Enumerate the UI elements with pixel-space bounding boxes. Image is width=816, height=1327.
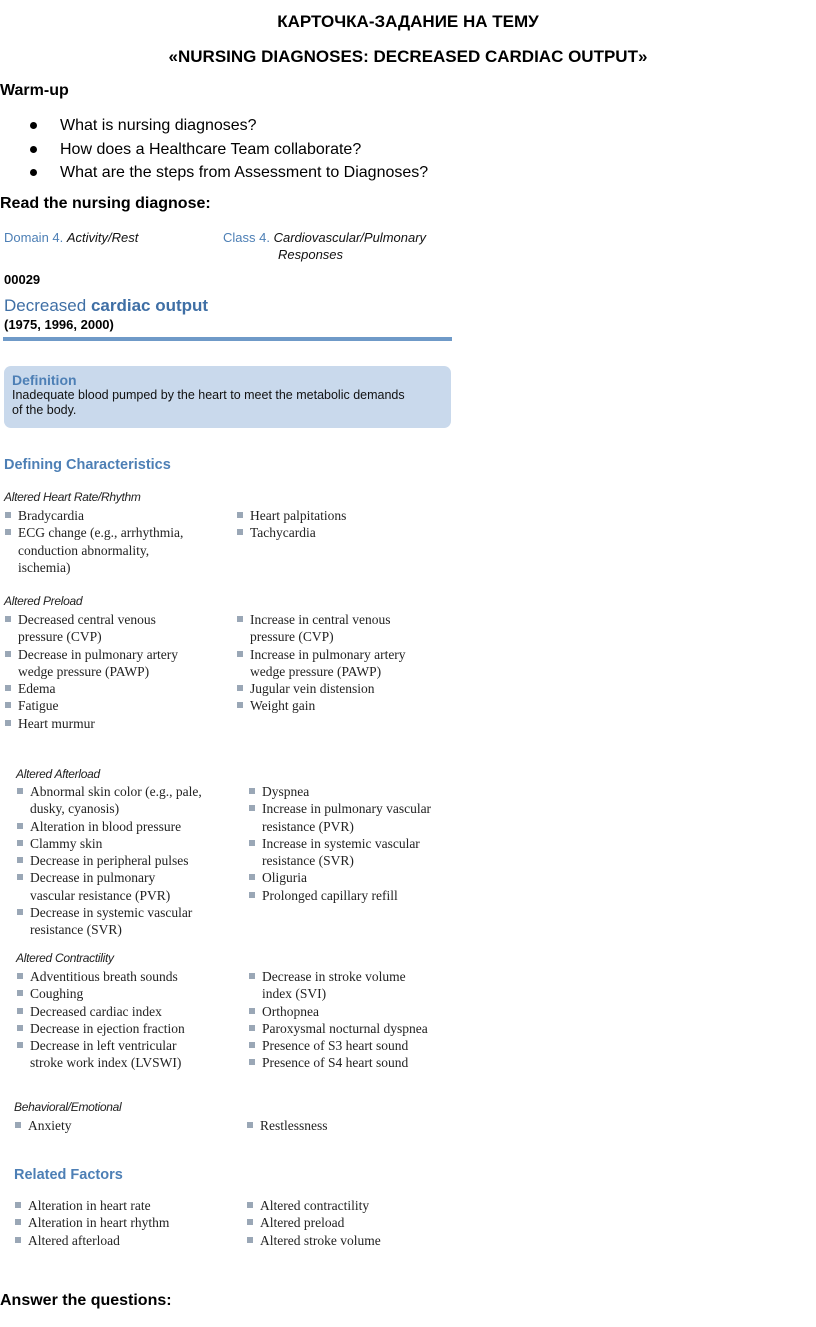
behavioral-right: [246, 1117, 328, 1134]
characteristic-text: Altered preload: [260, 1215, 345, 1231]
characteristic-text: Decrease in peripheral pulses: [30, 853, 189, 869]
card-title: КАРТОЧКА-ЗАДАНИЕ НА ТЕМУ: [277, 12, 539, 31]
characteristic-text: Decreased central venous: [18, 612, 156, 627]
characteristic-item: [16, 818, 202, 835]
related-factors-heading: Related Factors: [14, 1167, 123, 1183]
characteristic-item: [236, 507, 346, 524]
characteristic-item: [236, 524, 346, 541]
characteristic-item: [248, 800, 431, 835]
domain-label: Domain 4.: [4, 230, 64, 245]
characteristic-text: Increase in pulmonary vascular: [262, 801, 432, 817]
characteristic-text: Increase in systemic vascular: [262, 835, 420, 851]
characteristic-text: Restlessness: [260, 1118, 328, 1133]
characteristic-text: Decrease in pulmonary artery: [18, 646, 179, 662]
characteristic-item: [16, 968, 185, 985]
characteristic-text: Decrease in ejection fraction: [30, 1020, 185, 1036]
definition-heading: Definition: [12, 372, 77, 388]
characteristic-text: Bradycardia: [18, 508, 84, 523]
characteristic-text: conduction abnormality,: [18, 542, 150, 558]
characteristic-item: [248, 869, 431, 886]
characteristic-item: [236, 611, 406, 646]
characteristic-text: Decrease in systemic vascular: [30, 905, 193, 921]
definition-text-line: Inadequate blood pumped by the heart to meet the metabolic demands: [12, 388, 405, 402]
warmup-question: What are the steps from Assessment to Diagnoses?: [30, 161, 428, 185]
characteristic-text: Increase in central venous: [250, 612, 391, 627]
class-label: Class 4.: [223, 230, 270, 245]
characteristic-text: Heart murmur: [18, 715, 95, 731]
class-value: Cardiovascular/Pulmonary: [273, 230, 427, 245]
characteristic-item: [4, 715, 178, 732]
characteristic-text: resistance (PVR): [262, 818, 354, 834]
characteristic-item: [4, 697, 178, 714]
characteristic-item: [16, 1003, 185, 1020]
characteristic-item: [246, 1197, 381, 1214]
contractility-right: [248, 968, 428, 1072]
characteristic-item: [236, 646, 406, 681]
answer-heading: Answer the questions:: [0, 1292, 172, 1309]
characteristic-text: Alteration in heart rhythm: [28, 1215, 170, 1231]
characteristic-text: Altered contractility: [260, 1198, 370, 1213]
characteristic-item: [16, 869, 202, 904]
characteristic-item: [248, 1037, 428, 1054]
characteristic-text: index (SVI): [262, 986, 327, 1002]
characteristic-text: Paroxysmal nocturnal dyspnea: [262, 1020, 428, 1036]
characteristic-text: Anxiety: [28, 1118, 72, 1133]
characteristic-text: Fatigue: [18, 698, 59, 714]
characteristic-text: Presence of S3 heart sound: [262, 1038, 409, 1054]
characteristic-text: wedge pressure (PAWP): [18, 663, 150, 679]
characteristic-text: Edema: [18, 681, 56, 697]
defining-characteristics-heading: Defining Characteristics: [4, 457, 171, 473]
characteristic-item: [246, 1117, 328, 1134]
domain-value: Activity/Rest: [66, 230, 139, 245]
preload-left: [4, 611, 178, 732]
characteristic-text: ischemia): [18, 559, 71, 575]
characteristic-text: Abnormal skin color (e.g., pale,: [30, 784, 202, 799]
characteristic-text: Orthopnea: [262, 1003, 319, 1019]
characteristic-item: [236, 697, 406, 714]
characteristic-text: Jugular vein distension: [250, 681, 375, 697]
characteristic-text: Decreased cardiac index: [30, 1003, 162, 1019]
characteristic-text: Alteration in blood pressure: [30, 818, 182, 834]
characteristic-text: Dyspnea: [262, 784, 310, 799]
characteristic-text: stroke work index (LVSWI): [30, 1055, 182, 1071]
behavioral-left: [14, 1117, 72, 1134]
characteristic-item: [16, 783, 202, 818]
heart-rate-right: [236, 507, 346, 542]
characteristic-item: [4, 611, 178, 646]
definition-box: [4, 366, 451, 428]
characteristic-item: [4, 507, 183, 524]
characteristic-item: [246, 1214, 381, 1231]
characteristic-item: [248, 887, 431, 904]
class-line-2: [278, 247, 343, 262]
warmup-question: What is nursing diagnoses?: [30, 114, 428, 138]
characteristic-item: [16, 904, 202, 939]
characteristic-item: [4, 646, 178, 681]
domain-line: [4, 230, 138, 245]
characteristic-item: [14, 1117, 72, 1134]
characteristic-item: [16, 985, 185, 1002]
diagnosis-title: [4, 296, 208, 316]
characteristic-item: [246, 1232, 381, 1249]
characteristic-text: ECG change (e.g., arrhythmia,: [18, 525, 184, 541]
preload-right: [236, 611, 406, 715]
characteristic-text: Altered afterload: [28, 1232, 120, 1248]
subsection-title: Behavioral/Emotional: [14, 1100, 122, 1114]
diagnosis-title-bold: cardiac output: [90, 296, 209, 315]
characteristic-text: dusky, cyanosis): [30, 801, 120, 817]
characteristic-text: Oliguria: [262, 870, 307, 886]
characteristic-item: [14, 1197, 169, 1214]
characteristic-item: [4, 680, 178, 697]
characteristic-item: [16, 835, 202, 852]
characteristic-item: [248, 783, 431, 800]
characteristic-text: resistance (SVR): [262, 853, 354, 869]
characteristic-item: [4, 524, 183, 576]
characteristic-text: Decrease in stroke volume: [262, 969, 406, 984]
characteristic-item: [248, 1003, 428, 1020]
characteristic-text: Alteration in heart rate: [28, 1198, 151, 1213]
characteristic-item: [14, 1232, 169, 1249]
characteristic-text: pressure (CVP): [250, 629, 334, 645]
characteristic-text: Tachycardia: [250, 525, 316, 541]
characteristic-text: resistance (SVR): [30, 922, 122, 938]
characteristic-item: [14, 1214, 169, 1231]
characteristic-text: pressure (CVP): [18, 629, 102, 645]
characteristic-text: Weight gain: [250, 698, 316, 714]
subsection-title: Altered Contractility: [16, 951, 114, 965]
characteristic-text: vascular resistance (PVR): [30, 887, 171, 903]
diagnosis-code: 00029: [4, 272, 41, 287]
characteristic-text: Coughing: [30, 986, 84, 1002]
characteristic-text: Heart palpitations: [250, 508, 347, 523]
heart-rate-left: [4, 507, 183, 576]
characteristic-text: Decrease in left ventricular: [30, 1038, 177, 1054]
characteristic-text: Presence of S4 heart sound: [262, 1055, 409, 1071]
characteristic-item: [248, 1020, 428, 1037]
afterload-right: [248, 783, 431, 904]
class-value-cont: Responses: [278, 247, 344, 262]
afterload-left: [16, 783, 202, 939]
class-line: [223, 230, 426, 245]
characteristic-text: Increase in pulmonary artery: [250, 646, 406, 662]
read-heading: Read the nursing diagnose:: [0, 195, 211, 212]
warmup-questions: [30, 114, 428, 185]
characteristic-text: Clammy skin: [30, 835, 103, 851]
characteristic-text: wedge pressure (PAWP): [250, 663, 382, 679]
definition-text-line: of the body.: [12, 403, 77, 417]
warmup-question: How does a Healthcare Team collaborate?: [30, 138, 428, 162]
characteristic-item: [16, 852, 202, 869]
characteristic-item: [248, 1054, 428, 1071]
subsection-title: Altered Preload: [4, 594, 83, 608]
related-factors-left: [14, 1197, 169, 1249]
diagnosis-title-light: Decreased: [4, 296, 87, 315]
card-topic: «NURSING DIAGNOSES: DECREASED CARDIAC OUTPUT»: [168, 47, 648, 66]
related-factors-right: [246, 1197, 381, 1249]
warmup-heading: Warm-up: [0, 82, 69, 99]
characteristic-text: Adventitious breath sounds: [30, 969, 178, 984]
subsection-title: Altered Afterload: [16, 767, 100, 781]
diagnosis-years: (1975, 1996, 2000): [4, 317, 114, 332]
subsection-title: Altered Heart Rate/Rhythm: [4, 490, 141, 504]
characteristic-text: Decrease in pulmonary: [30, 870, 156, 886]
characteristic-text: Altered stroke volume: [260, 1232, 381, 1248]
characteristic-item: [248, 968, 428, 1003]
divider: [3, 337, 452, 341]
characteristic-item: [16, 1037, 185, 1072]
characteristic-item: [16, 1020, 185, 1037]
characteristic-item: [236, 680, 406, 697]
characteristic-item: [248, 835, 431, 870]
contractility-left: [16, 968, 185, 1072]
characteristic-text: Prolonged capillary refill: [262, 887, 398, 903]
